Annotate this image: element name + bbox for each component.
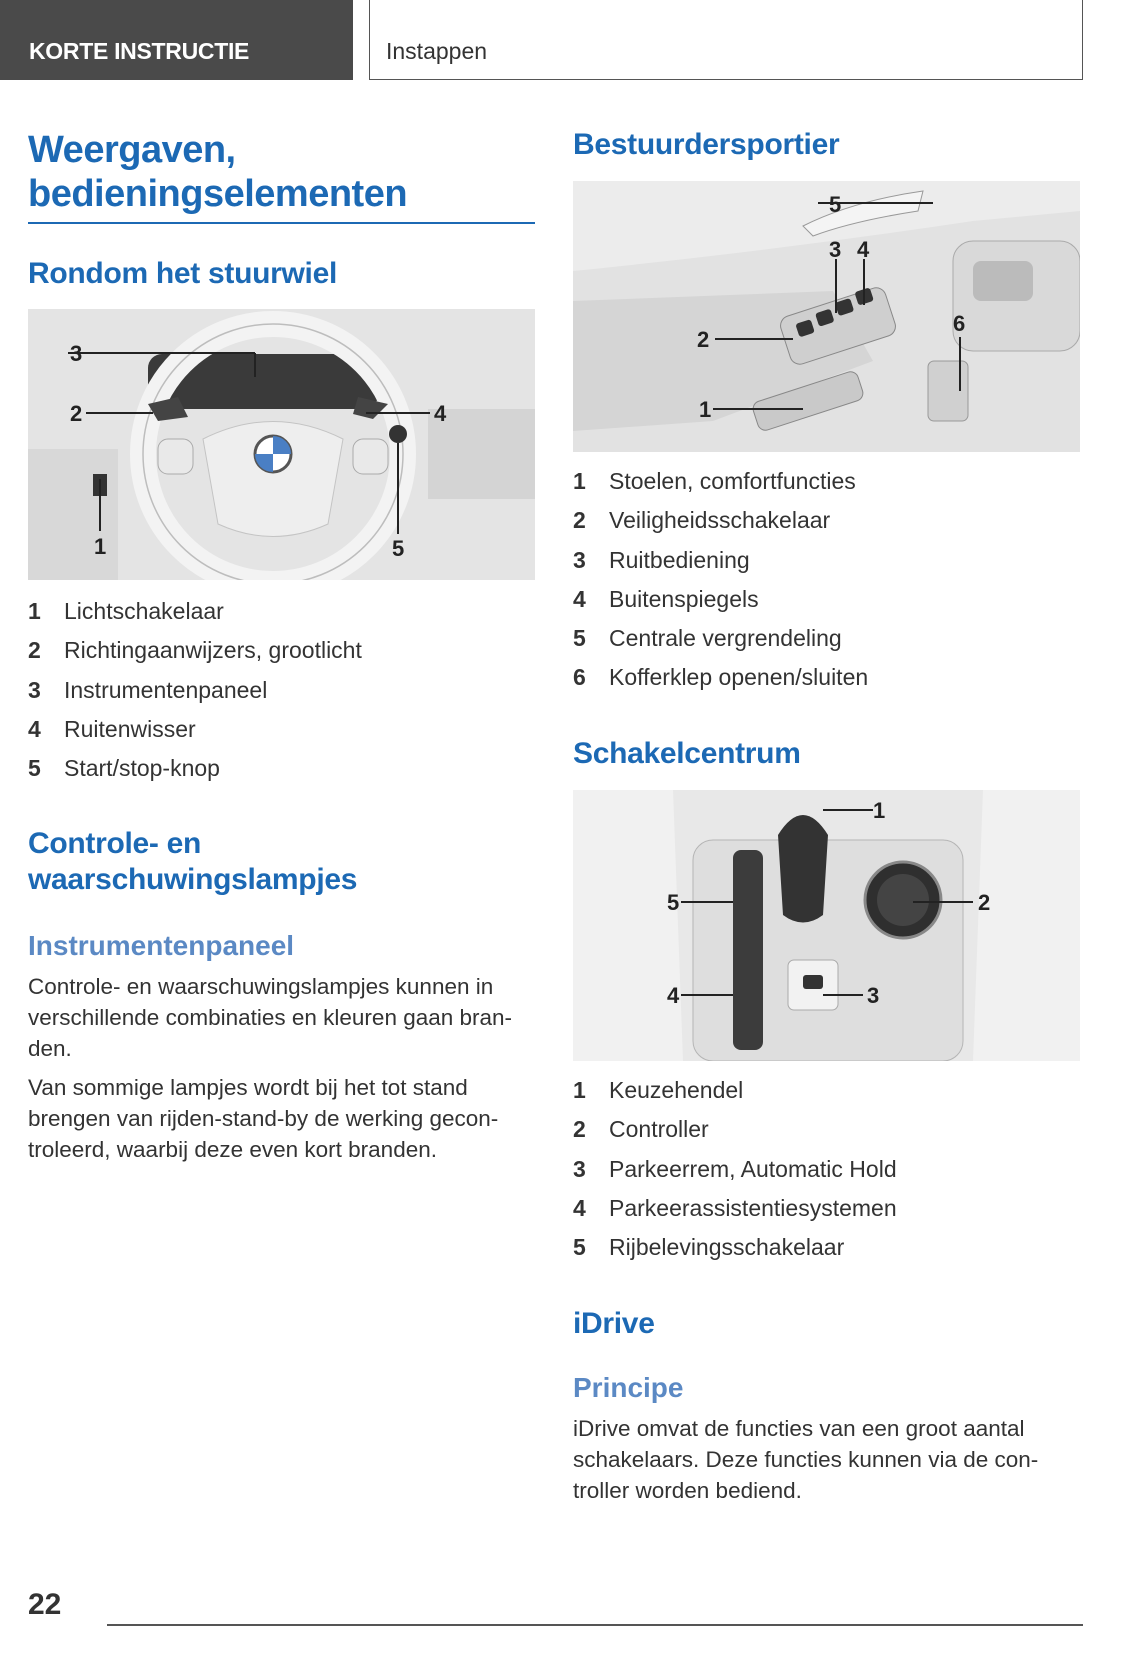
header-chapter-label: Instappen bbox=[386, 38, 488, 64]
list-item: 4 Ruitenwisser bbox=[28, 715, 196, 742]
page-title bbox=[28, 128, 538, 216]
door-callout-3: 3 bbox=[829, 237, 842, 262]
steering-callout-2: 2 bbox=[70, 401, 83, 426]
switch-center-illustration bbox=[573, 790, 1080, 1061]
switch-center-figure bbox=[573, 790, 1080, 1061]
header-chapter-box bbox=[369, 0, 1083, 80]
list-item: 3 Ruitbediening bbox=[573, 546, 750, 573]
switch-callout-1: 1 bbox=[873, 798, 886, 823]
switch-callout-5: 5 bbox=[667, 890, 680, 915]
list-item: 1 Lichtschakelaar bbox=[28, 598, 224, 624]
list-item: 1 Stoelen, comfortfuncties bbox=[573, 468, 856, 494]
principle-subheading: Principe bbox=[573, 1372, 684, 1403]
title-divider bbox=[28, 222, 535, 224]
door-callout-4: 4 bbox=[857, 237, 870, 262]
door-callout-1: 1 bbox=[699, 397, 712, 422]
warning-heading bbox=[28, 826, 357, 898]
switch-center-heading: Schakelcentrum bbox=[573, 737, 801, 770]
list-item: 2 Richtingaanwijzers, grootlicht bbox=[28, 637, 362, 664]
list-item: 3 Instrumentenpaneel bbox=[28, 676, 268, 703]
switch-callout-3: 3 bbox=[867, 983, 880, 1008]
driver-door-illustration bbox=[573, 181, 1080, 452]
header-section-tab bbox=[0, 0, 353, 80]
idrive-paragraph: iDrive omvat de functies van een groot aantal schakelaars. Deze functies kunnen via de con- troller worden bediend. bbox=[573, 1416, 1039, 1503]
steering-legend bbox=[28, 596, 535, 792]
list-item: 5 Start/stop-knop bbox=[28, 755, 220, 782]
list-item: 5 Centrale vergrendeling bbox=[573, 625, 842, 652]
steering-callout-1: 1 bbox=[94, 534, 107, 559]
list-item: 4 Buitenspiegels bbox=[573, 585, 759, 612]
warning-paragraph-1: Controle- en waarschuwingslampjes kunnen in verschillende combinaties en kleuren gaan bran- den. bbox=[28, 974, 513, 1061]
switch-callout-4: 4 bbox=[667, 983, 680, 1008]
door-callout-2: 2 bbox=[697, 327, 710, 352]
header-section-label: KORTE INSTRUCTIE bbox=[29, 38, 250, 64]
page-title-line-2: bedieningselementen bbox=[28, 173, 408, 215]
door-heading: Bestuurdersportier bbox=[573, 128, 840, 161]
list-item: 3 Parkeerrem, Automatic Hold bbox=[573, 1155, 897, 1182]
warning-heading-line-1: Controle- en bbox=[28, 827, 202, 860]
switch-callout-2: 2 bbox=[978, 890, 991, 915]
list-item: 1 Keuzehendel bbox=[573, 1077, 744, 1103]
steering-wheel-illustration bbox=[28, 309, 535, 580]
steering-callout-3: 3 bbox=[70, 341, 83, 366]
steering-heading: Rondom het stuurwiel bbox=[28, 257, 338, 290]
idrive-heading: iDrive bbox=[573, 1307, 655, 1340]
page-title-line-1: Weergaven, bbox=[28, 129, 236, 171]
footer-divider bbox=[107, 1624, 1083, 1626]
list-item: 2 Veiligheidsschakelaar bbox=[573, 507, 831, 534]
door-legend bbox=[573, 466, 1080, 702]
driver-door-figure bbox=[573, 181, 1080, 452]
list-item: 4 Parkeerassistentiesystemen bbox=[573, 1194, 897, 1221]
warning-paragraph-2: Van sommige lampjes wordt bij het tot stand brengen van rijden-stand-by de werking gecon- troleerd, waarbij deze even kort branden. bbox=[28, 1075, 499, 1162]
steering-callout-5: 5 bbox=[392, 536, 405, 561]
page-number: 22 bbox=[28, 1588, 62, 1621]
list-item: 2 Controller bbox=[573, 1116, 709, 1143]
switch-center-legend bbox=[573, 1075, 1080, 1271]
door-callout-5: 5 bbox=[829, 192, 842, 217]
steering-wheel-figure bbox=[28, 309, 535, 580]
door-callout-6: 6 bbox=[953, 311, 966, 336]
steering-callout-4: 4 bbox=[434, 401, 447, 426]
warning-heading-line-2: waarschuwingslampjes bbox=[28, 863, 358, 896]
list-item: 5 Rijbelevingsschakelaar bbox=[573, 1234, 845, 1261]
list-item: 6 Kofferklep openen/sluiten bbox=[573, 664, 869, 691]
instrument-panel-subheading: Instrumentenpaneel bbox=[28, 930, 295, 961]
